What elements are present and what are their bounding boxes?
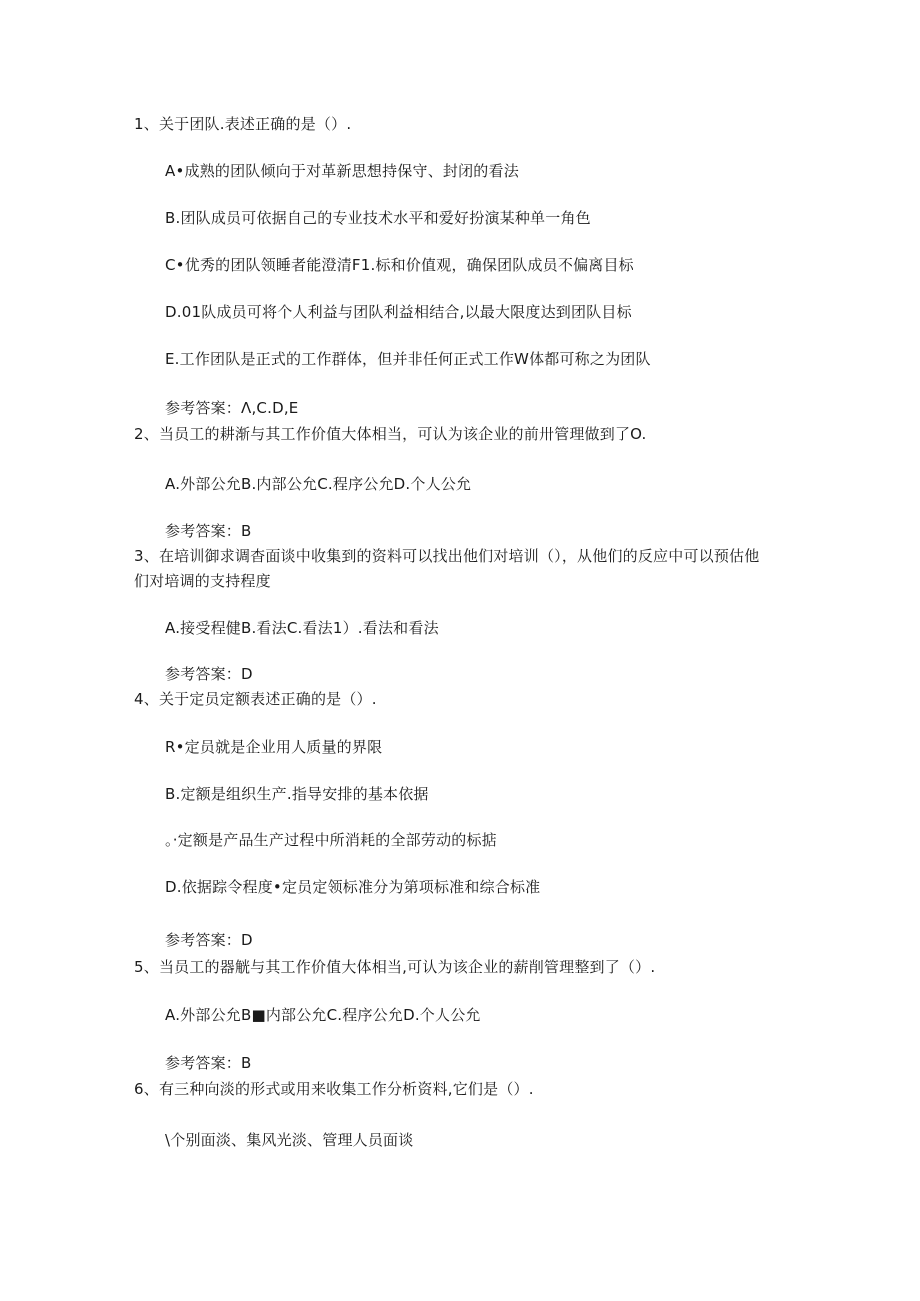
question-1-answer: 参考答案：Λ,C.D,E (165, 399, 299, 417)
question-5-options: A.外部公允B■内部公允C.程序公允D.个人公允 (165, 1006, 481, 1024)
question-1-option-a: A•成熟的团队倾向于对革新思想持保守、封闭的看法 (165, 162, 519, 180)
question-1-option-d: D.01队成员可将个人利益与团队利益相结合,以最大限度达到团队目标 (165, 303, 632, 321)
question-1-option-b: B.团队成员可依据自己的专业技术水平和爱好扮演某种单一角色 (165, 209, 591, 227)
question-1-option-c: C•优秀的团队领睡者能澄清F1.标和价值观，确保团队成员不偏离目标 (165, 256, 634, 274)
question-3-options: A.接受程健B.看法C.看法1）.看法和看法 (165, 619, 439, 637)
question-5-answer: 参考答案：B (165, 1054, 252, 1072)
question-3-stem-line-1: 3、在培训御求调杳面谈中收集到的资料可以找出他们对培训（），从他们的反应中可以预估他 (134, 547, 760, 565)
question-6-stem: 6、有三种向淡的形式或用来收集工作分析资料,它们是（）. (134, 1080, 534, 1098)
question-4-option-a: R•定员就是企业用人质量的界限 (165, 738, 383, 756)
question-3-stem-line-2: 们对培调的支持程度 (134, 572, 271, 590)
question-4-stem: 4、关于定员定额表述正确的是（）. (134, 690, 377, 708)
question-2-answer: 参考答案：B (165, 522, 252, 540)
question-1-stem: 1、关于团队.表述正确的是（）. (134, 115, 352, 133)
question-2-options: A.外部公允B.内部公允C.程序公允D.个人公允 (165, 475, 472, 493)
question-4-option-b: B.定额是组织生产.指导安排的基本依据 (165, 785, 429, 803)
question-4-answer: 参考答案：D (165, 931, 253, 949)
question-4-option-d: D.依据踪令程度•定员定领标准分为第项标准和综合标准 (165, 878, 541, 896)
question-1-option-e: E.工作团队是正式的工作群体，但并非任何正式工作W体都可称之为团队 (165, 350, 651, 368)
question-4-option-c: 。·定额是产品生产过程中所消耗的全部劳动的标掂 (165, 831, 497, 849)
question-3-answer: 参考答案：D (165, 665, 253, 683)
question-5-stem: 5、当员工的器觥与其工作价值大体相当,可认为该企业的薪削管理整到了（）. (134, 958, 656, 976)
question-2-stem: 2、当员工的耕渐与其工作价值大体相当，可认为该企业的前卅管理做到了O. (134, 425, 647, 443)
question-6-option-a: \个别面淡、集风光淡、管理人员面谈 (165, 1131, 414, 1149)
